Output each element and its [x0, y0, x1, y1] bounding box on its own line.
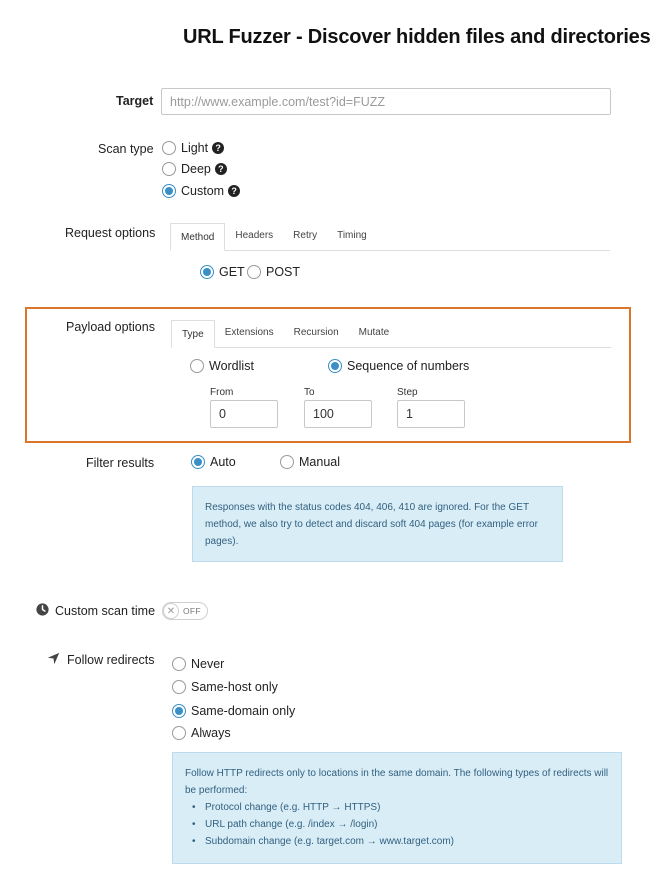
tab-mutate[interactable]: Mutate	[358, 327, 390, 338]
to-input[interactable]	[304, 400, 372, 428]
redirect-same-domain-label: Same-domain only	[191, 704, 296, 718]
redirect-info-box	[172, 752, 622, 864]
custom-scan-time-toggle[interactable]	[162, 602, 208, 620]
redirect-same-host-label: Same-host only	[191, 680, 278, 694]
scan-type-label: Scan type	[98, 142, 154, 156]
redirect-info-intro: Follow HTTP redirects only to locations in the same domain. The following types of redirects will be performed:	[185, 768, 609, 796]
list-item: • Protocol change (e.g. HTTP → HTTPS)	[185, 799, 609, 816]
payload-wordlist-radio[interactable]	[190, 359, 254, 373]
target-url-input[interactable]	[161, 88, 611, 115]
page-title: URL Fuzzer - Discover hidden files and directories	[183, 26, 651, 48]
filter-manual-label: Manual	[299, 455, 340, 469]
payload-sequence-label: Sequence of numbers	[347, 359, 470, 373]
method-get-label: GET	[219, 265, 245, 279]
toggle-state-label: OFF	[183, 606, 201, 616]
redirect-never-radio[interactable]	[172, 657, 224, 671]
tab-recursion[interactable]: Recursion	[293, 327, 339, 338]
filter-manual-radio[interactable]	[280, 455, 340, 469]
location-arrow-icon	[47, 652, 60, 665]
filter-info-text: Responses with the status codes 404, 406, 410 are ignored. For the GET method, we also try to detect and discard soft 404 pages (for example error pages).	[205, 502, 538, 547]
redirect-same-host-radio[interactable]	[172, 680, 278, 694]
radio-circle[interactable]	[172, 726, 186, 740]
filter-info-box	[192, 486, 563, 562]
question-circle-icon[interactable]: ?	[228, 185, 240, 197]
question-circle-icon[interactable]: ?	[212, 142, 224, 154]
follow-redirects-label: Follow redirects	[67, 653, 155, 667]
radio-circle-selected[interactable]	[200, 265, 214, 279]
tab-type[interactable]: Type	[171, 320, 215, 348]
redirect-same-domain-radio[interactable]	[172, 704, 295, 718]
radio-circle[interactable]	[172, 657, 186, 671]
request-options-tabs	[170, 222, 610, 251]
x-icon: ✕	[163, 603, 179, 619]
step-input[interactable]	[397, 400, 465, 428]
radio-circle[interactable]	[162, 162, 176, 176]
filter-auto-label: Auto	[210, 455, 236, 469]
radio-circle[interactable]	[162, 141, 176, 155]
radio-circle-selected[interactable]	[191, 455, 205, 469]
scan-type-custom-label: Custom	[181, 184, 225, 198]
payload-sequence-radio[interactable]	[328, 359, 469, 373]
scan-type-light-label: Light	[181, 141, 209, 155]
tab-timing[interactable]: Timing	[337, 230, 367, 241]
method-get-radio[interactable]	[200, 265, 245, 279]
filter-auto-radio[interactable]	[191, 455, 236, 469]
scan-type-light-radio[interactable]	[162, 141, 224, 155]
redirect-never-label: Never	[191, 657, 225, 671]
payload-options-tabs	[171, 319, 611, 348]
tab-extensions[interactable]: Extensions	[224, 327, 274, 338]
step-label: Step	[397, 387, 418, 398]
method-post-label: POST	[266, 265, 301, 279]
radio-circle[interactable]	[172, 680, 186, 694]
filter-results-label: Filter results	[86, 456, 155, 470]
payload-options-label: Payload options	[66, 320, 155, 334]
radio-circle-selected[interactable]	[328, 359, 342, 373]
redirect-info-list	[185, 799, 609, 850]
to-label: To	[304, 387, 315, 398]
radio-circle[interactable]	[280, 455, 294, 469]
from-input[interactable]	[210, 400, 278, 428]
scan-type-deep-label: Deep	[181, 162, 211, 176]
tab-retry[interactable]: Retry	[293, 230, 318, 241]
radio-circle-selected[interactable]	[172, 704, 186, 718]
custom-scan-time-label: Custom scan time	[55, 604, 156, 618]
from-label: From	[210, 387, 234, 398]
list-item: • URL path change (e.g. /index → /login)	[185, 816, 609, 833]
question-circle-icon[interactable]: ?	[215, 163, 227, 175]
list-item: • Subdomain change (e.g. target.com → www.target.com)	[185, 833, 609, 850]
method-post-radio[interactable]	[247, 265, 300, 279]
scan-type-deep-radio[interactable]	[162, 162, 227, 176]
tab-headers[interactable]: Headers	[235, 230, 274, 241]
tab-method[interactable]: Method	[170, 223, 225, 251]
redirect-always-label: Always	[191, 726, 231, 740]
payload-wordlist-label: Wordlist	[209, 359, 254, 373]
clock-icon	[36, 603, 49, 616]
request-options-label: Request options	[65, 226, 156, 240]
scan-type-custom-radio[interactable]	[162, 184, 240, 198]
radio-circle[interactable]	[247, 265, 261, 279]
redirect-always-radio[interactable]	[172, 726, 231, 740]
target-label: Target	[116, 94, 154, 108]
radio-circle-selected[interactable]	[162, 184, 176, 198]
radio-circle[interactable]	[190, 359, 204, 373]
